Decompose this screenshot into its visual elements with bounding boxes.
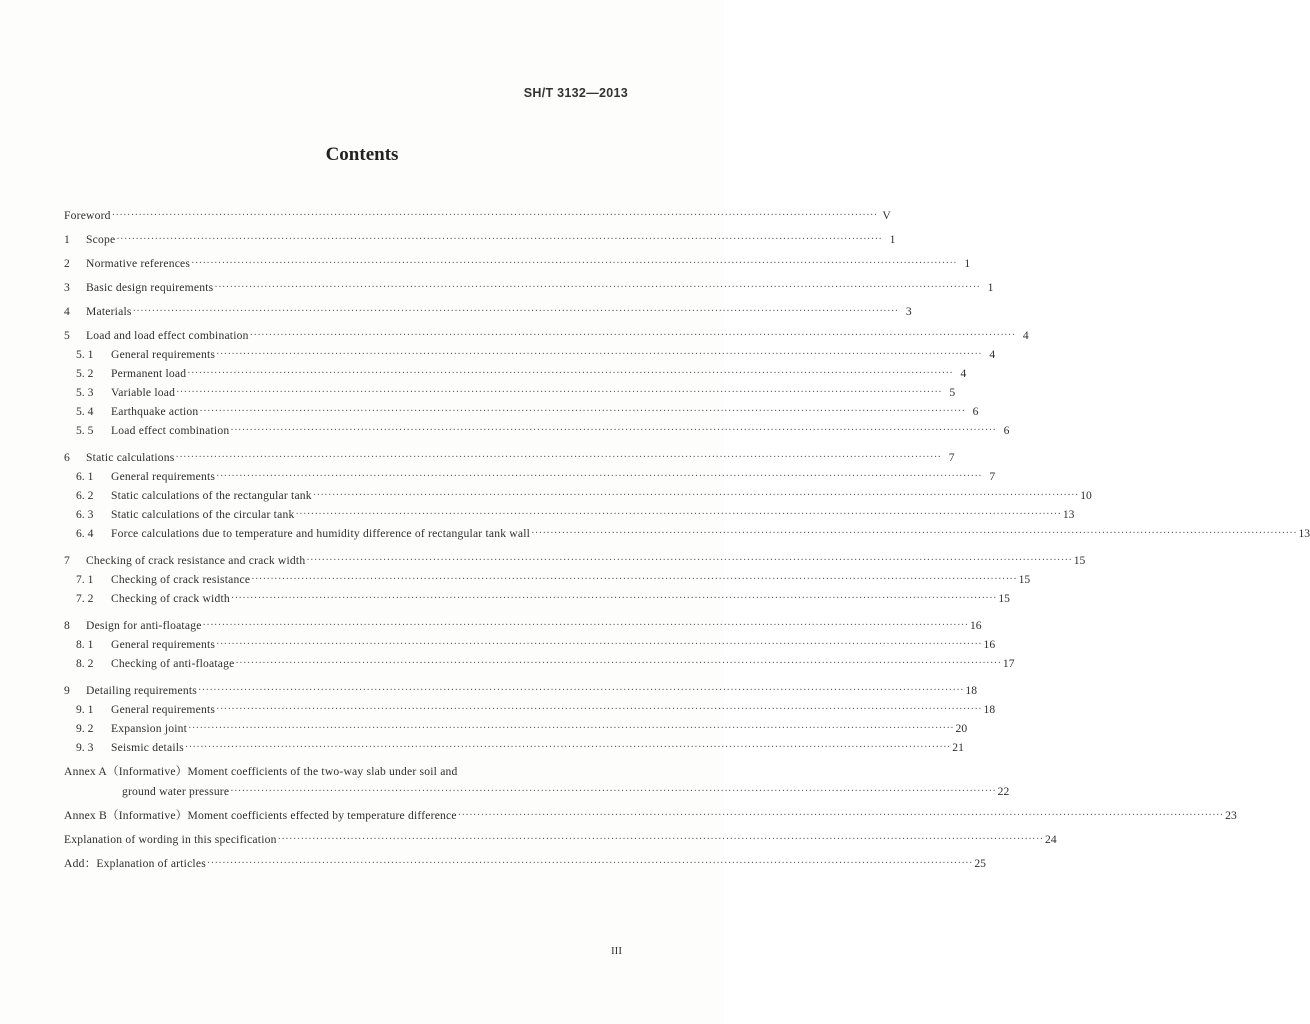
page-title: Contents	[325, 144, 399, 165]
toc-entry-label: Add：Explanation of articles	[64, 857, 206, 870]
toc-entry-label: Scope	[86, 233, 116, 246]
toc-entry-5-2[interactable]	[64, 362, 967, 381]
toc-entry-label: General requirements	[111, 638, 216, 651]
toc-entry-5[interactable]	[64, 319, 1029, 343]
toc-entry-label: Static calculations of the circular tank	[111, 508, 295, 521]
toc-entry-number: 6. 1	[76, 470, 94, 483]
toc-entry-page: 22	[997, 785, 1010, 798]
toc-entry-page: 10	[1080, 489, 1092, 502]
toc-entry-9-2[interactable]	[64, 717, 968, 736]
toc-entry-page: 23	[1225, 809, 1237, 822]
toc-entry-page: 15	[1073, 554, 1086, 567]
leader-dots: ········································································································································································································	[249, 330, 1016, 341]
toc-entry-label: Annex A（Informative）Moment coefficients of the two-way slab under soil and	[64, 765, 458, 778]
toc-entry-5-3[interactable]	[64, 381, 956, 400]
leader-dots: ········································································································································································································	[216, 349, 983, 360]
toc-entry-6-4[interactable]	[64, 522, 1310, 541]
toc-entry-page: 17	[1002, 657, 1015, 670]
leader-dots: ········································································································································································································	[188, 723, 955, 734]
toc-entry-number: 8. 2	[76, 657, 94, 670]
toc-entry-1[interactable]	[64, 223, 896, 247]
toc-entry-page: 7	[989, 470, 996, 483]
toc-entry-annex-b[interactable]	[64, 799, 1237, 823]
toc-entry-9-3[interactable]	[64, 736, 964, 755]
toc-entry-page: 16	[983, 638, 996, 651]
toc-entry-label: Materials	[86, 305, 132, 318]
toc-entry-7-2[interactable]	[64, 587, 1010, 606]
leader-dots: ········································································································································································································	[457, 810, 1224, 821]
leader-dots: ········································································································································································································	[230, 786, 997, 797]
toc-entry-label: Earthquake action	[111, 405, 199, 418]
toc-entry-label: Checking of anti-floatage	[111, 657, 235, 670]
toc-entry-number: 8. 1	[76, 638, 94, 651]
leader-dots: ········································································································································································································	[132, 306, 899, 317]
toc-entry-number: 5. 2	[76, 367, 94, 380]
page-number: III	[611, 945, 622, 957]
toc-entry-page: 3	[905, 305, 912, 318]
leader-dots: ········································································································································································································	[295, 509, 1062, 520]
toc-entry-page: 7	[948, 451, 955, 464]
leader-dots: ········································································································································································································	[206, 858, 973, 869]
toc-entry-page: 13	[1062, 508, 1075, 521]
toc-entry-number: 7	[64, 554, 70, 567]
toc-entry-number: 8	[64, 619, 70, 632]
toc-entry-page: 20	[955, 722, 968, 735]
toc-entry-label: Load effect combination	[111, 424, 230, 437]
toc-entry-page: 16	[969, 619, 982, 632]
toc-entry-6-3[interactable]	[64, 503, 1075, 522]
toc-entry-number: 5. 4	[76, 405, 94, 418]
toc-entry-number: 6. 2	[76, 489, 94, 502]
leader-dots: ········································································································································································································	[312, 490, 1079, 501]
toc-entry-5-5[interactable]	[64, 419, 1010, 438]
leader-dots: ········································································································································································································	[306, 555, 1073, 566]
toc-entry-label: Design for anti-floatage	[86, 619, 202, 632]
toc-entry-number: 5. 1	[76, 348, 94, 361]
toc-entry-number: 5. 5	[76, 424, 94, 437]
toc-entry-page: 4	[960, 367, 967, 380]
toc-entry-number: 1	[64, 233, 70, 246]
toc-entry-label: Load and load effect combination	[86, 329, 249, 342]
leader-dots: ········································································································································································································	[184, 742, 951, 753]
leader-dots: ········································································································································································································	[199, 406, 966, 417]
toc-entry-9-1[interactable]	[64, 698, 996, 717]
toc-entry-label: Basic design requirements	[86, 281, 214, 294]
toc-entry-6-2[interactable]	[64, 484, 1092, 503]
toc-entry-label: Checking of crack resistance and crack width	[86, 554, 306, 567]
toc-entry-page: 6	[972, 405, 979, 418]
leader-dots: ········································································································································································································	[277, 834, 1044, 845]
toc-entry-4[interactable]	[64, 295, 912, 319]
toc-entry-8-1[interactable]	[64, 633, 996, 652]
toc-entry-page: 1	[987, 281, 994, 294]
toc-entry-7[interactable]	[64, 541, 1086, 568]
leader-dots: ········································································································································································································	[214, 282, 981, 293]
toc-entry-label: General requirements	[111, 703, 216, 716]
toc-entry-label: Foreword	[64, 209, 111, 222]
toc-entry-page: 21	[952, 741, 964, 754]
toc-entry-3[interactable]	[64, 271, 994, 295]
leader-dots: ········································································································································································································	[251, 574, 1018, 585]
toc-entry-number: 9. 3	[76, 741, 94, 754]
toc-entry-9[interactable]	[64, 671, 977, 698]
toc-entry-annex-a[interactable]	[64, 755, 628, 779]
toc-entry-page: 5	[949, 386, 956, 399]
toc-entry-5-4[interactable]	[64, 400, 979, 419]
toc-entry-number: 9. 1	[76, 703, 94, 716]
leader-dots: ········································································································································································································	[187, 368, 954, 379]
toc-entry-7-1[interactable]	[64, 568, 1031, 587]
toc-entry-label: Static calculations of the rectangular tank	[111, 489, 312, 502]
leader-dots: ········································································································································································································	[197, 685, 964, 696]
toc-entry-number: 5	[64, 329, 70, 342]
toc-entry-number: 9	[64, 684, 70, 697]
toc-entry-6-1[interactable]	[64, 465, 996, 484]
toc-entry-page: 6	[1003, 424, 1010, 437]
toc-entry-number: 4	[64, 305, 70, 318]
toc-entry-page: 1	[964, 257, 971, 270]
toc-entry-label: Permanent load	[111, 367, 187, 380]
toc-entry-number: 7. 2	[76, 592, 94, 605]
toc-entry-label: Force calculations due to temperature and humidity difference of rectangular tank wall	[111, 527, 531, 540]
toc-entry-page: 4	[1022, 329, 1029, 342]
toc-entry-2[interactable]	[64, 247, 971, 271]
toc-entry-8-2[interactable]	[64, 652, 1015, 671]
leader-dots: ········································································································································································································	[175, 452, 942, 463]
toc-entry-label: Checking of crack resistance	[111, 573, 251, 586]
leader-dots: ········································································································································································································	[111, 210, 878, 221]
leader-dots: ········································································································································································································	[216, 471, 983, 482]
toc-entry-number: 6. 4	[76, 527, 94, 540]
toc-entry-8[interactable]	[64, 606, 982, 633]
table-of-contents	[64, 199, 1310, 871]
toc-entry-explanation-of-wording[interactable]	[64, 823, 1057, 847]
toc-entry-foreword[interactable]	[64, 199, 891, 223]
leader-dots: ········································································································································································································	[230, 425, 997, 436]
leader-dots: ········································································································································································································	[230, 593, 997, 604]
toc-entry-label: Expansion joint	[111, 722, 188, 735]
toc-entry-number: 6	[64, 451, 70, 464]
toc-entry-page: 15	[1018, 573, 1031, 586]
toc-entry-page: 4	[989, 348, 996, 361]
toc-entry-page: 13	[1298, 527, 1310, 540]
toc-entry-number: 2	[64, 257, 70, 270]
toc-entry-page: 1	[889, 233, 896, 246]
toc-entry-page: 18	[983, 703, 996, 716]
toc-entry-number: 3	[64, 281, 70, 294]
leader-dots: ········································································································································································································	[176, 387, 943, 398]
toc-entry-label: General requirements	[111, 348, 216, 361]
toc-entry-number: 5. 3	[76, 386, 94, 399]
toc-entry-label: Explanation of wording in this specification	[64, 833, 277, 846]
toc-entry-label: Seismic details	[111, 741, 184, 754]
toc-entry-page: 18	[965, 684, 977, 697]
leader-dots: ········································································································································································································	[116, 234, 883, 245]
toc-entry-label: Normative references	[86, 257, 191, 270]
leader-dots: ········································································································································································································	[216, 704, 983, 715]
toc-entry-label: Static calculations	[86, 451, 175, 464]
toc-entry-number: 6. 3	[76, 508, 94, 521]
toc-entry-page: 15	[998, 592, 1010, 605]
toc-entry-label: Detailing requirements	[86, 684, 197, 697]
leader-dots: ········································································································································································································	[216, 639, 983, 650]
standard-code: SH/T 3132—2013	[523, 86, 628, 100]
toc-entry-6[interactable]	[64, 438, 955, 465]
leader-dots: ········································································································································································································	[202, 620, 969, 631]
toc-entry-number: 7. 1	[76, 573, 94, 586]
toc-entry-page: V	[882, 209, 891, 222]
leader-dots: ········································································································································································································	[235, 658, 1002, 669]
toc-entry-label: ground water pressure	[122, 785, 230, 798]
toc-entry-label: Variable load	[111, 386, 176, 399]
toc-entry-number: 9. 2	[76, 722, 94, 735]
toc-entry-annex-a-continued[interactable]	[64, 779, 1010, 799]
toc-entry-label: Checking of crack width	[111, 592, 230, 605]
leader-dots: ········································································································································································································	[191, 258, 958, 269]
leader-dots: ········································································································································································································	[531, 528, 1298, 539]
toc-entry-page: 24	[1045, 833, 1057, 846]
toc-entry-explanation-of-articles[interactable]	[64, 847, 986, 871]
toc-entry-label: Annex B（Informative）Moment coefficients effected by temperature difference	[64, 809, 457, 822]
toc-entry-5-1[interactable]	[64, 343, 996, 362]
toc-entry-page: 25	[974, 857, 986, 870]
toc-entry-label: General requirements	[111, 470, 216, 483]
